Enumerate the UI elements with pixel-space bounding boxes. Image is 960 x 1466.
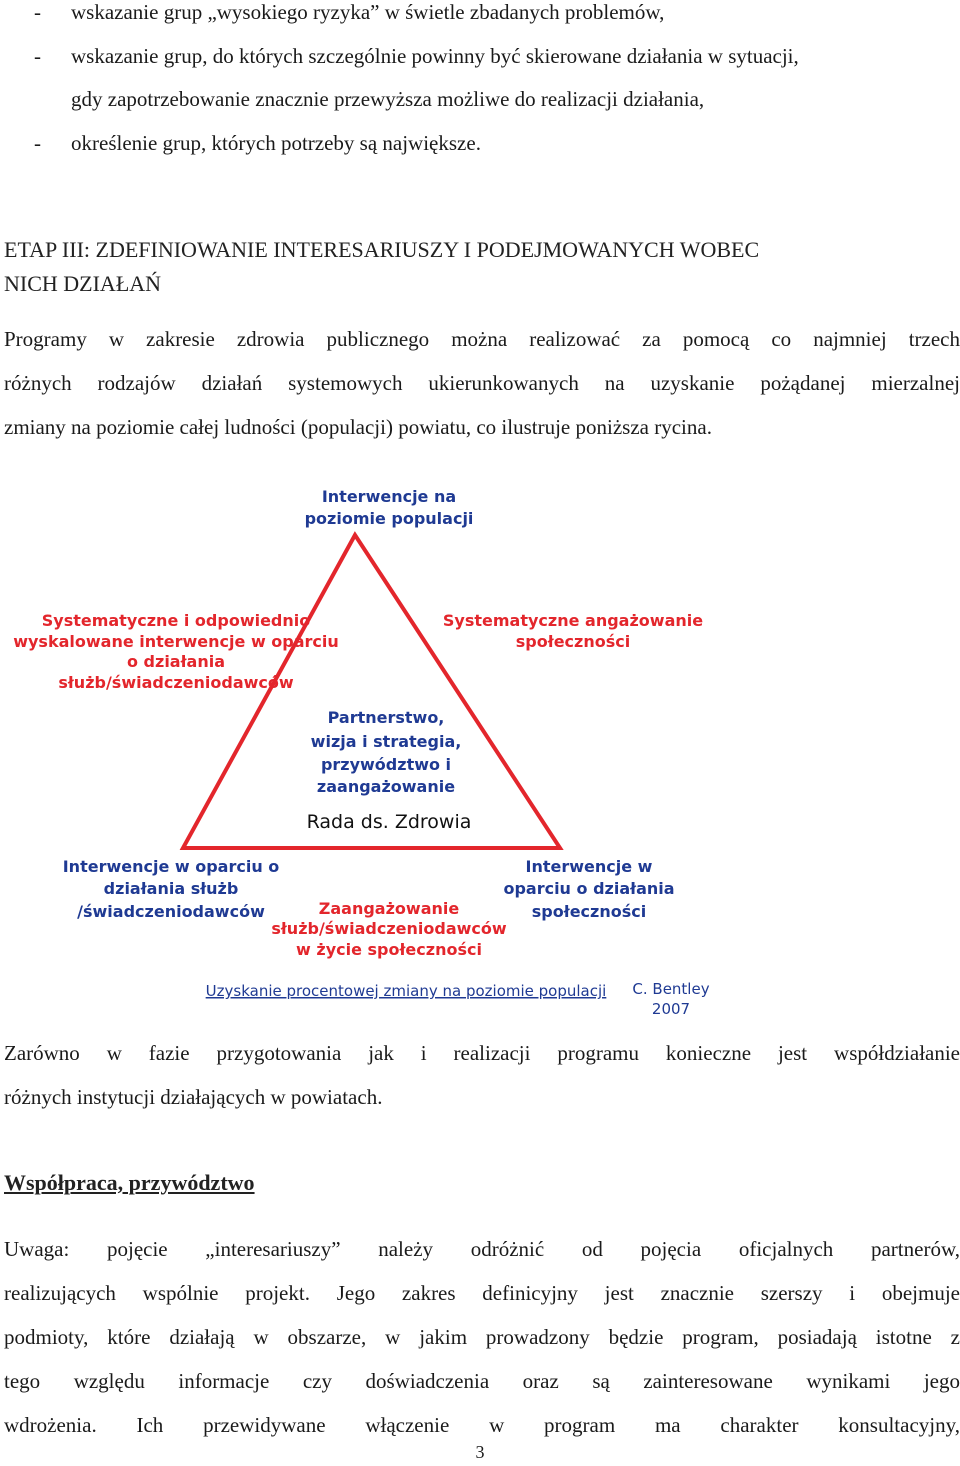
left-side-label-line: służb/świadczeniodawców	[58, 673, 294, 692]
paragraph-line: Programy w zakresie zdrowia publicznego można realizować za pomocą co najmniej trzech	[4, 327, 960, 351]
stage-heading	[4, 233, 954, 301]
list-item-text: wskazanie grup „wysokiego ryzyka” w świetle zbadanych problemów,	[71, 0, 665, 24]
bottom-center-label-line: w życie społeczności	[296, 940, 482, 959]
bottom-center-label-line: służb/świadczeniodawców	[271, 919, 507, 938]
bottom-right-label-line: oparciu o działania	[503, 879, 675, 898]
center-label-line: Partnerstwo,	[327, 708, 445, 727]
bottom-center-label-line: Zaangażowanie	[318, 899, 460, 918]
paragraph-line: wdrożenia. Ich przewidywane włączenie w program ma charakter konsultacyjny,	[4, 1413, 960, 1437]
paragraph-line: zmiany na poziomie całej ludności (populacji) powiatu, co ilustruje poniższa rycina.	[4, 415, 712, 439]
stakeholders-paragraph	[4, 1227, 960, 1447]
paragraph-line: Uwaga: pojęcie „interesariuszy” należy odróżnić od pojęcia oficjalnych partnerów,	[4, 1237, 960, 1261]
author-year: 2007	[651, 1000, 691, 1018]
cooperation-paragraph	[4, 1031, 960, 1119]
diagram-caption: Uzyskanie procentowej zmiany na poziomie populacji	[205, 982, 607, 1000]
top-label-line: Interwencje na	[321, 487, 457, 506]
left-side-label-line: wyskalowane interwencje w oparciu	[13, 632, 339, 651]
paragraph-line: tego względu informacje czy doświadczenia oraz są zainteresowane wynikami jego	[4, 1369, 960, 1393]
left-side-label-line: o działania	[126, 652, 226, 671]
top-label-line: poziomie populacji	[304, 509, 474, 528]
bottom-left-label-line: działania służb	[103, 879, 239, 898]
paragraph-line: Zarówno w fazie przygotowania jak i realizacji programu konieczne jest współdziałanie	[4, 1041, 960, 1065]
paragraph-line: różnych rodzajów działań systemowych ukierunkowanych na uzyskanie pożądanej mierzalnej	[4, 371, 960, 395]
bottom-left-label-line: /świadczeniodawców	[77, 902, 265, 921]
right-side-label-line: społeczności	[515, 632, 631, 651]
bullet-dash: -	[34, 44, 41, 68]
paragraph-line: podmioty, które działają w obszarze, w jakim prowadzony będzie program, posiadają istotne z	[4, 1325, 960, 1349]
left-side-label-line: Systematyczne i odpowiednio	[41, 611, 311, 630]
paragraph-line: różnych instytucji działających w powiatach.	[4, 1085, 383, 1109]
center-label-line: zaangażowanie	[316, 777, 456, 796]
bullet-dash: -	[34, 0, 41, 24]
intro-paragraph	[4, 317, 960, 449]
page-number: 3	[475, 1442, 485, 1462]
heading-line: NICH DZIAŁAŃ	[4, 271, 162, 296]
center-label-line: przywództwo i	[320, 755, 452, 774]
bottom-right-label-line: Interwencje w	[525, 857, 653, 876]
list-item-text: określenie grup, których potrzeby są największe.	[71, 131, 481, 155]
population-intervention-diagram	[0, 470, 960, 1030]
council-label: Rada ds. Zdrowia	[306, 811, 472, 833]
heading-line: ETAP III: ZDEFINIOWANIE INTERESARIUSZY I PODEJMOWANYCH WOBEC	[4, 237, 760, 262]
bullet-dash: -	[34, 131, 41, 155]
list-item-text: wskazanie grup, do których szczególnie powinny być skierowane działania w sytuacji,	[71, 44, 799, 68]
paragraph-line: realizujących wspólnie projekt. Jego zakres definicyjny jest znacznie szerszy i obejmuje	[4, 1281, 960, 1305]
author-label: C. Bentley	[632, 980, 710, 998]
section-title: Współpraca, przywództwo	[4, 1170, 255, 1195]
center-label-line: wizja i strategia,	[310, 732, 462, 751]
list-item-text: gdy zapotrzebowanie znacznie przewyższa możliwe do realizacji działania,	[71, 87, 705, 111]
bottom-left-label-line: Interwencje w oparciu o	[62, 857, 280, 876]
right-side-label-line: Systematyczne angażowanie	[442, 611, 704, 630]
bottom-right-label-line: społeczności	[531, 902, 647, 921]
